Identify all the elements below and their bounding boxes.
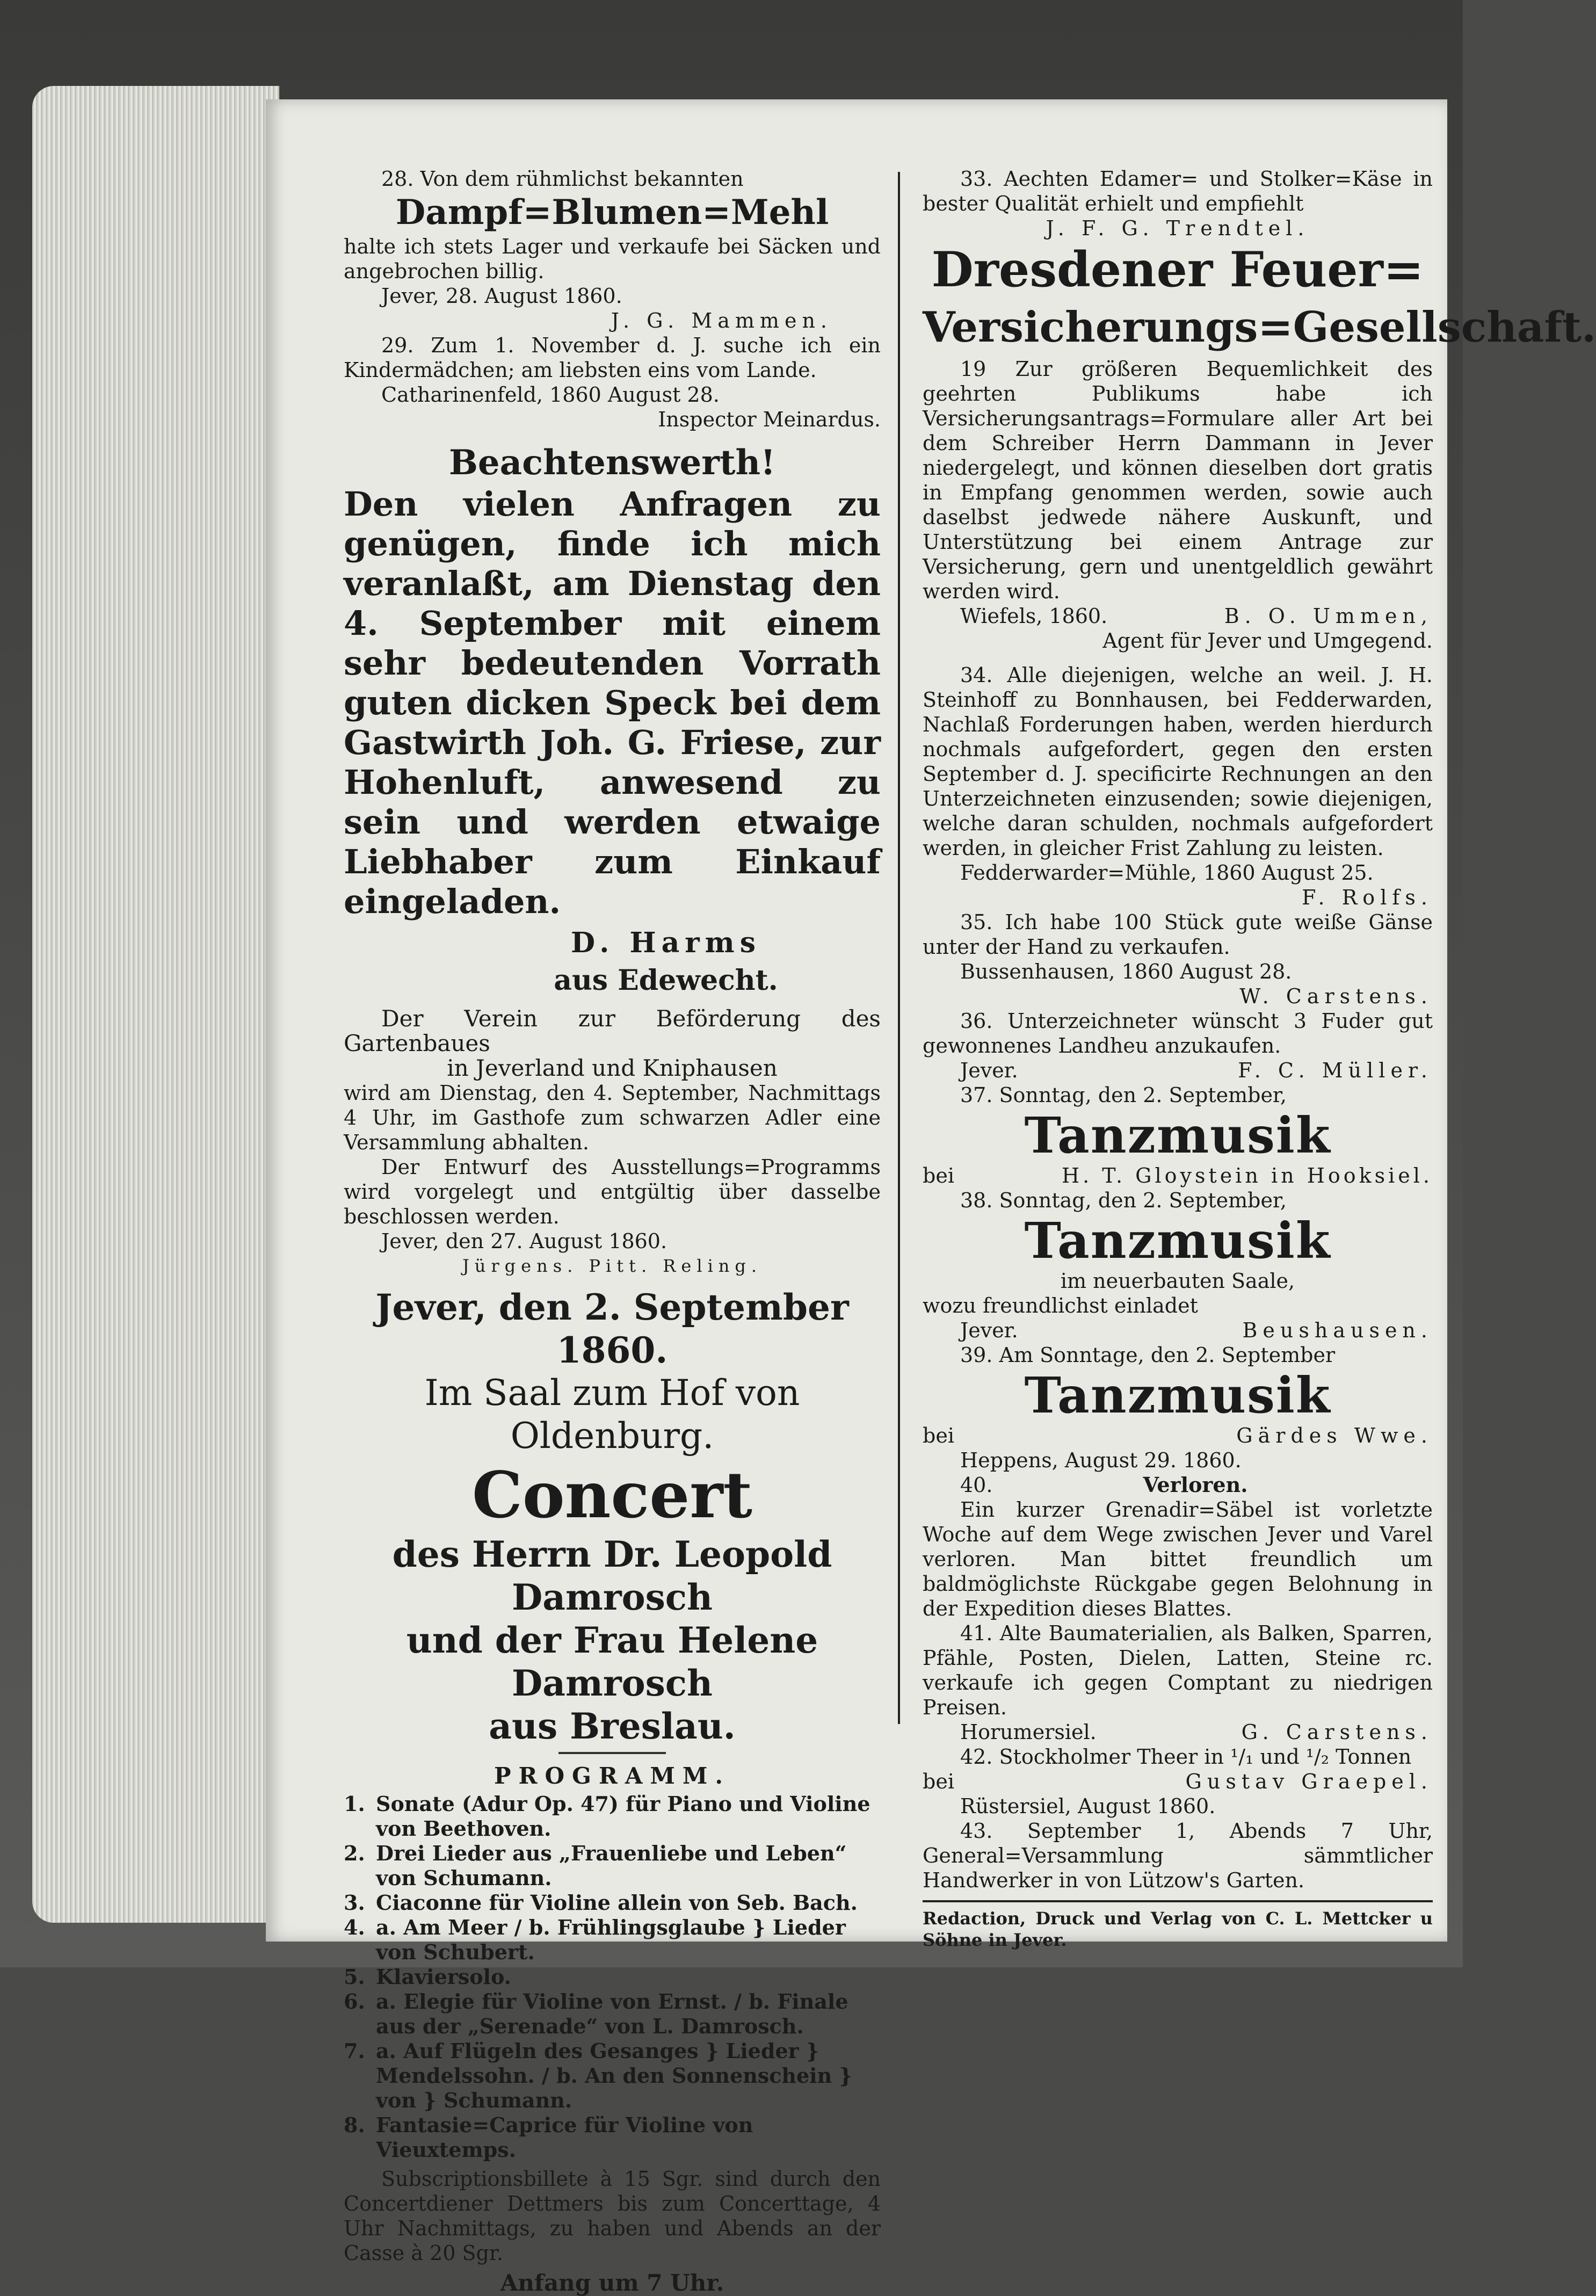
ad-42-place: Rüstersiel, August 1860. [960,1794,1216,1818]
ad-34-name: F. Rolfs. [1302,886,1433,909]
ad-39-name: Gärdes Wwe. [1236,1424,1433,1447]
concert-title: Concert [471,1458,752,1532]
ad-39-title: Tanzmusik [1024,1366,1331,1424]
ad-34-place: Fedderwarder=Mühle, 1860 August 25. [960,861,1374,885]
ad-42-bei: bei [923,1770,954,1793]
ad-39-line: 39. Am Sonntage, den 2. September [960,1343,1336,1367]
ad-38-name: Beushausen. [1242,1319,1433,1342]
insurance-place: Wiefels, 1860. [960,604,1108,628]
ad-39-place: Heppens, August 29. 1860. [960,1448,1242,1472]
ad-38-place: Jever. [960,1319,1018,1342]
ad-39-bei: bei [923,1424,954,1447]
ad-36-name: F. C. Müller. [1238,1059,1433,1082]
left-column [344,166,881,2295]
verein-text-2: Der Entwurf des Ausstellungs=Programms wird vorgelegt und entgültig über dasselbe beschlossen werden. [344,1155,881,1228]
program-item: 1. Sonate (Adur Op. 47) für Piano und Violine von Beethoven. [344,1792,870,1841]
verein-names: Jürgens. Pitt. Reling. [462,1256,763,1276]
program-item: 8. Fantasie=Caprice für Violine von Vieuxtemps. [344,2113,753,2162]
insurance-title-1: Dresdener Feuer= [931,241,1424,298]
program-item: 6. a. Elegie für Violine von Ernst. / b. Finale aus der „Serenade“ von L. Damrosch. [344,1989,848,2038]
program-item: 7. a. Auf Flügeln des Gesanges } Lieder } Mendelssohn. / b. An den Sonnenschein } von } Schumann. [344,2039,852,2112]
concert-artists-3: aus Breslau. [489,1705,736,1747]
ad-29-place: Catharinenfeld, 1860 August 28. [381,383,720,407]
ad-38-sub: im neuerbauten Saale, [1060,1269,1295,1293]
ad-28-intro: 28. Von dem rühmlichst bekannten [381,167,744,191]
book-page-edges [32,86,279,1923]
ad-37-title: Tanzmusik [1024,1106,1331,1164]
footer-imprint: Redaction, Druck und Verlag von C. L. Mettcker u Söhne in Jever. [923,1908,1433,1950]
verein-text: wird am Dienstag, den 4. September, Nachmittags 4 Uhr, im Gasthofe zum schwarzen Adler eine Versammlung abhalten. [344,1081,881,1154]
ad-35-name: W. Carstens. [1239,984,1433,1008]
ad-43-text: 43. September 1, Abends 7 Uhr, General=Versammlung sämmtlicher Handwerker in von Lützow's Garten. [923,1819,1433,1892]
ad-40-text: Ein kurzer Grenadir=Säbel ist vorletzte Woche auf dem Wege zwischen Jever und Varel verloren. Man bittet freundlich um baldmöglichste Rückgabe gegen Belohnung in der Expedition dieses Blattes. [923,1498,1433,1620]
ad-38-title: Tanzmusik [1024,1212,1331,1270]
concert-date: Jever, den 2. September 1860. [375,1286,849,1371]
verein-line-2: in Jeverland und Kniphausen [447,1055,778,1081]
ad-28-product: Dampf=Blumen=Mehl [395,192,829,233]
ad-29-name: Inspector Meinardus. [658,408,881,431]
ad-28-place: Jever, 28. August 1860. [381,284,622,308]
insurance-text: 19 Zur größeren Bequemlichkeit des geehrten Publikums habe ich Versicherungsantrags=Formulare aller Art bei dem Schreiber Herrn Dammann in Jever niedergelegt, und können dieselben dort gratis in Empfang genommen werden, sowie auch daselbst jedwede nähere Auskunft, und Unterstützung bei einem Antrage zur Versicherung, gern und unentgeldlich gewährt werden wird. [923,357,1433,603]
ad-37-name: H. T. Gloystein in Hooksiel. [1061,1164,1433,1187]
program-item: 4. a. Am Meer / b. Frühlingsglaube } Lieder von Schubert. [344,1915,846,1964]
insurance-name: B. O. Ummen, [1224,604,1433,628]
ad-38-invite: wozu freundlichst einladet [923,1294,1198,1317]
program-item: 5. Klaviersolo. [344,1965,511,1989]
insurance-role: Agent für Jever und Umgegend. [1102,629,1433,653]
ad-41-text: 41. Alte Baumaterialien, als Balken, Sparren, Pfähle, Posten, Dielen, Latten, Steine rc. verkaufe ich gegen Comptant zu niedrigen Preisen. [923,1621,1433,1719]
verein-place: Jever, den 27. August 1860. [381,1229,668,1253]
notice-title: Beachtenswerth! [448,443,776,483]
concert-artists-1: des Herrn Dr. Leopold Damrosch [392,1533,832,1618]
divider-rule [558,1752,666,1754]
ad-35-place: Bussenhausen, 1860 August 28. [960,960,1292,983]
concert-start: Anfang um 7 Uhr. [500,2270,724,2296]
ad-28-name: J. G. Mammen. [611,309,832,332]
column-divider [898,172,900,1724]
ad-37-bei: bei [923,1164,954,1187]
ad-36-place: Jever. [960,1059,1018,1082]
program-title: PROGRAMM. [494,1763,731,1789]
ad-34-text: 34. Alle diejenigen, welche an weil. J. H. Steinhoff zu Bonnhausen, bei Fedderwarden, Nachlaß Forderungen haben, werden hierdurch nochmals aufgefordert, gegen den ersten September d. J. specificirte Rechnungen an den Unterzeichneten einzusenden; sowie diejenigen, welche daran schulden, nochmals aufgefordert werden, in gleicher Frist Zahlung zu leisten. [923,663,1433,860]
ad-35-text: 35. Ich habe 100 Stück gute weiße Gänse unter der Hand zu verkaufen. [923,910,1433,959]
program-item: 2. Drei Lieder aus „Frauenliebe und Leben“ von Schumann. [344,1841,847,1890]
program-list [344,1792,881,2162]
right-column [923,166,1596,1951]
concert-venue: Im Saal zum Hof von Oldenburg. [424,1372,800,1457]
ad-40-title-row [923,1473,1433,1497]
notice-name: D. Harms [571,926,761,959]
ad-40-title: Verloren. [1143,1473,1248,1497]
ad-38-line: 38. Sonntag, den 2. September, [960,1189,1287,1212]
ad-28-text: halte ich stets Lager und verkaufe bei Säcken und angebrochen billig. [344,235,881,283]
ad-40-num: 40. [960,1473,993,1497]
ad-42-name: Gustav Graepel. [1185,1770,1433,1793]
notice-from: aus Edewecht. [554,964,778,997]
ad-41-name: G. Carstens. [1241,1720,1433,1744]
insurance-title-2: Versicherungs=Gesellschaft. [923,303,1596,352]
ad-41-place: Horumersiel. [960,1720,1097,1744]
ad-37-line: 37. Sonntag, den 2. September, [960,1083,1287,1107]
verein-line-1: Der Verein zur Beförderung des Gartenbaues [344,1005,881,1056]
ad-29-text: 29. Zum 1. November d. J. suche ich ein Kindermädchen; am liebsten eins vom Lande. [344,334,881,382]
ad-42-text: 42. Stockholmer Theer in ¹/₁ und ¹/₂ Tonnen [960,1745,1412,1769]
ad-33-name: J. F. G. Trendtel. [1046,216,1310,240]
ad-36-text: 36. Unterzeichneter wünscht 3 Fuder gut gewonnenes Landheu anzukaufen. [923,1009,1433,1058]
ad-33-text: 33. Aechten Edamer= und Stolker=Käse in bester Qualität erhielt und empfiehlt [923,167,1433,215]
program-item: 3. Ciaconne für Violine allein von Seb. Bach. [344,1891,858,1915]
concert-subscription: Subscriptionsbillete à 15 Sgr. sind durch den Concertdiener Dettmers bis zum Concerttage, 4 Uhr Nachmittags, zu haben und Abends an der Casse à 20 Sgr. [344,2167,881,2265]
notice-text: Den vielen Anfragen zu genügen, finde ich mich veranlaßt, am Dienstag den 4. September mit einem sehr bedeutenden Vorrath guten dicken Speck bei dem Gastwirth Joh. G. Friese, zur Hohenluft, anwesend zu sein und werden etwaige Liebhaber zum Einkauf eingeladen. [344,484,881,921]
footer-rule [923,1900,1433,1902]
concert-artists-2: und der Frau Helene Damrosch [406,1619,818,1704]
